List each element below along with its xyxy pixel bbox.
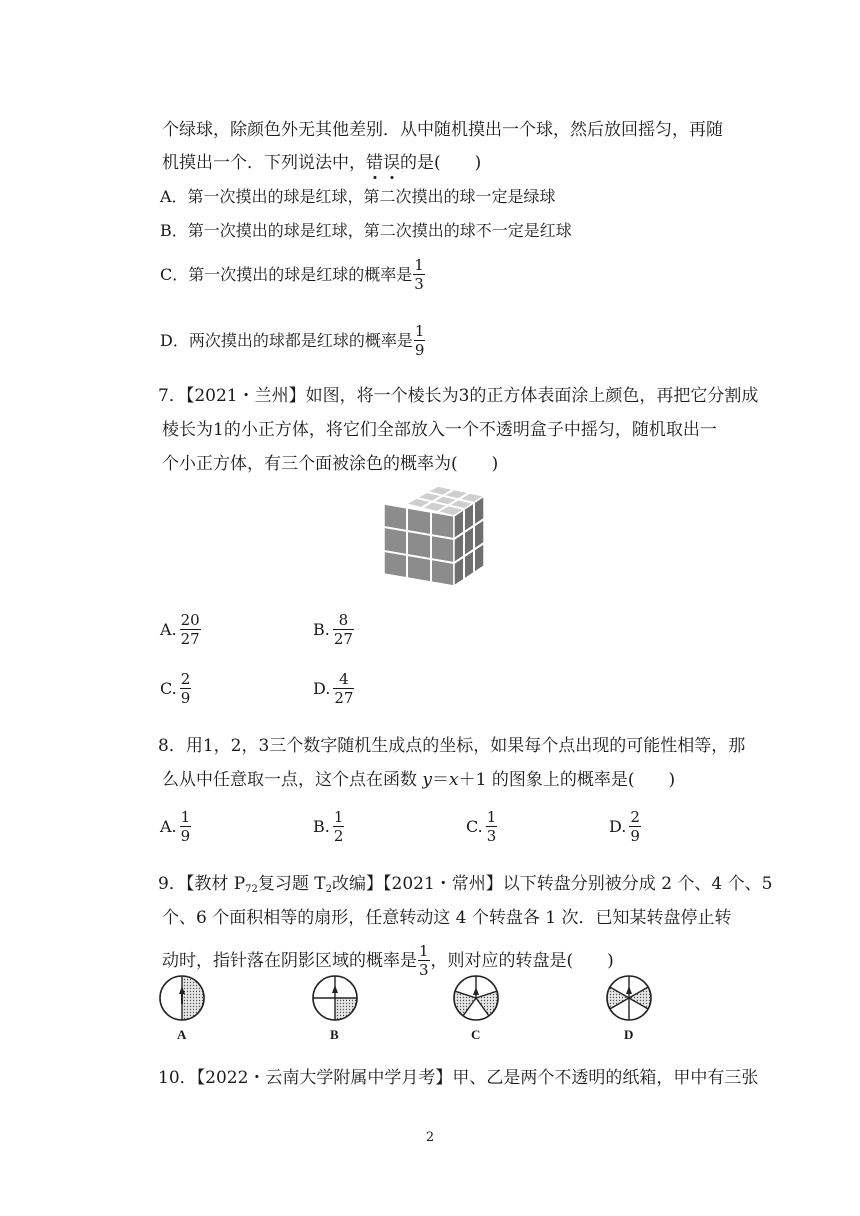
- fraction: [418, 942, 430, 979]
- option-label: D.: [609, 817, 627, 836]
- q7-option-c: [160, 670, 192, 707]
- fraction-numerator: 8: [333, 611, 354, 630]
- q9-line-3-end: ，则对应的转盘是( ): [430, 950, 614, 971]
- q9-line-3: [162, 942, 614, 979]
- q6-line-2: [162, 151, 481, 175]
- fraction-numerator: 1: [414, 322, 425, 340]
- fraction-denominator: 27: [180, 630, 200, 648]
- fraction: [180, 611, 201, 648]
- fraction-denominator: 27: [333, 630, 353, 648]
- q7-option-d: [313, 670, 355, 707]
- subscript: 72: [245, 884, 258, 895]
- q8-line-2: [162, 768, 675, 792]
- fraction-denominator: 3: [419, 961, 429, 979]
- emphasis-dot-char: 错: [366, 153, 383, 173]
- fraction-numerator: 1: [486, 808, 497, 826]
- fraction-numerator: 1: [419, 942, 429, 960]
- q6-line-2-end: 的是( ): [400, 153, 482, 173]
- q6-option-d: [160, 322, 426, 359]
- q6-line-2-text: 机摸出一个．下列说法中，: [162, 153, 366, 173]
- spinner-a-label: A: [177, 1027, 187, 1042]
- rubiks-cube-figure: [384, 486, 486, 588]
- page-number: 2: [425, 1130, 435, 1145]
- fraction: [333, 611, 354, 648]
- option-label: B.: [313, 817, 330, 836]
- q7-option-a: [160, 611, 202, 648]
- fraction: [333, 808, 345, 845]
- emphasis-dot-char: 误: [383, 153, 400, 173]
- q7-line-1: 7．【2021・兰州】如图，将一个棱长为3的正方体表面涂上颜色，再把它分割成: [158, 386, 759, 406]
- fraction-denominator: 9: [630, 827, 640, 845]
- fraction-numerator: 20: [180, 611, 200, 629]
- fraction: [414, 322, 426, 359]
- fraction-numerator: 1: [180, 808, 191, 826]
- option-label: C.: [160, 679, 177, 698]
- math-var-x: x: [449, 770, 459, 790]
- q6-option-c-text: C．第一次摸出的球是红球的概率是: [160, 264, 413, 284]
- q10-line-1: 10．【2022・云南大学附属中学月考】甲、乙是两个不透明的纸箱，甲中有三张: [158, 1068, 759, 1088]
- math-var-y: y: [422, 770, 433, 790]
- fraction-numerator: 2: [630, 808, 640, 826]
- q8-option-d: [609, 808, 642, 845]
- fraction-denominator: 27: [334, 689, 354, 707]
- fraction: [486, 808, 498, 845]
- math-equals: ＝: [432, 770, 450, 790]
- spinner-b-label: B: [330, 1027, 339, 1042]
- fraction-denominator: 9: [414, 341, 425, 359]
- q8-option-b: [313, 808, 345, 845]
- q7-line-3: 个小正方体，有三个面被涂色的概率为( ): [162, 454, 499, 474]
- spinner-d-label: D: [624, 1027, 634, 1042]
- fraction: [629, 808, 641, 845]
- q6-line-1: 个绿球，除颜色外无其他差别．从中随机摸出一个球，然后放回摇匀，再随: [162, 120, 723, 140]
- spinner-a: [160, 976, 204, 1020]
- q9-line-1-text: 9．【教材 P: [158, 874, 246, 894]
- option-label: D.: [313, 679, 331, 698]
- q7-line-2: 棱长为1的小正方体，将它们全部放入一个不透明盒子中摇匀，随机取出一: [162, 420, 717, 440]
- option-label: A.: [160, 817, 177, 836]
- q6-option-d-text: D．两次摸出的球都是红球的概率是: [160, 330, 413, 350]
- q9-line-1-text: 复习题 T: [257, 874, 326, 894]
- q6-option-c: [160, 256, 426, 293]
- fraction: [413, 256, 425, 293]
- option-label: B.: [313, 620, 330, 639]
- fraction-denominator: 9: [180, 689, 191, 707]
- fraction-numerator: 1: [414, 256, 424, 274]
- fraction-numerator: 2: [180, 670, 191, 688]
- q8-line-2-text: 么从中任意取一点，这个点在函数: [162, 770, 423, 790]
- q8-line-2-end: ＋1 的图象上的概率是( ): [458, 770, 676, 790]
- spinner-b: [313, 976, 357, 1020]
- fraction-denominator: 9: [180, 827, 191, 845]
- fraction-denominator: 3: [414, 275, 424, 293]
- q8-option-c: [466, 808, 498, 845]
- fraction: [180, 670, 192, 707]
- q6-option-a: A．第一次摸出的球是红球，第二次摸出的球一定是绿球: [160, 187, 556, 206]
- fraction-numerator: 1: [333, 808, 344, 826]
- fraction: [333, 670, 354, 707]
- option-label: A.: [160, 620, 177, 639]
- q9-line-1-text: 改编】【2021・常州】以下转盘分别被分成 2 个、4 个、5: [332, 874, 773, 894]
- fraction: [180, 808, 192, 845]
- q9-line-3-text: 动时，指针落在阴影区域的概率是: [162, 950, 417, 971]
- q6-option-b: B．第一次摸出的球是红球，第二次摸出的球不一定是红球: [160, 221, 572, 240]
- fraction-numerator: 4: [333, 670, 354, 689]
- q8-line-1: 8．用1，2，3三个数字随机生成点的坐标，如果每个点出现的可能性相等，那: [158, 736, 746, 756]
- fraction-denominator: 2: [333, 827, 344, 845]
- q9-line-2: 个、6 个面积相等的扇形，任意转动这 4 个转盘各 1 次．已知某转盘停止转: [162, 908, 732, 928]
- option-label: C.: [466, 817, 483, 836]
- q9-line-1: [158, 872, 772, 902]
- q8-option-a: [160, 808, 192, 845]
- spinner-d: [607, 976, 651, 1020]
- fraction-denominator: 3: [486, 827, 497, 845]
- q7-option-b: [313, 611, 355, 648]
- subscript: 2: [325, 884, 333, 895]
- spinner-c-label: C: [471, 1027, 481, 1042]
- spinner-c: [454, 976, 498, 1020]
